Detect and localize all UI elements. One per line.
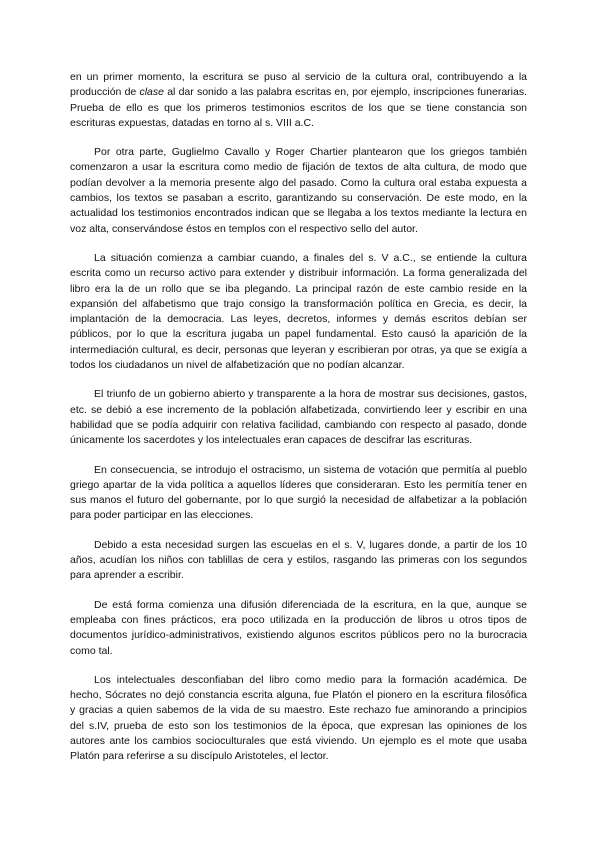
paragraph-4: El triunfo de un gobierno abierto y transparente a la hora de mostrar sus decisiones, gastos, etc. se debió a ese incremento de la población alfabetizada, convirtiendo leer y escribir en una habilidad que se podía adquirir con relativa facilidad, cambiando con respecto al pasado, donde únicamente los sacerdotes y los intelectuales eran capaces de descifrar las escrituras. xyxy=(70,388,527,447)
emphasized-word-clase: clase xyxy=(139,86,164,99)
paragraph-2: Por otra parte, Guglielmo Cavallo y Roger Chartier plantearon que los griegos también comenzaron a usar la escritura como medio de fijación de textos de alta cultura, de modo que podían devolver a la memoria presente algo del pasado. Como la cultura oral estaba expuesta a cambios, los textos se pasaban a escrito, garantizando su conservación. De este modo, en la actualidad los testimonios encontrados indican que se llegaba a los textos mediante la lectura en voz alta, conservándose éstos en templos con el respectivo sello del autor. xyxy=(70,146,527,235)
paragraph-1-text-start: en un primer momento, la escritura se puso al servicio de la cultura oral, contribuyendo a la producción de xyxy=(70,71,527,99)
paragraph-3: La situación comienza a cambiar cuando, a finales del s. V a.C., se entiende la cultura escrita como un recurso activo para extender y distribuir información. La forma generalizada del libro era la de un rollo que se iba plegando. La principal razón de este cambio reside en la expansión del alfabetismo que trajo consigo la transformación política en Grecia, es decir, la implantación de la democracia. Las leyes, decretos, informes y demás escritos debían ser públicos, por lo que la escritura jugaba un papel fundamental. Esto causó la aparición de la intermediación cultural, es decir, personas que leyeran y escribieran por otras, ya que se exigía a todos los ciudadanos un nivel de alfabetización que no podían alcanzar. xyxy=(70,251,527,372)
document-page xyxy=(70,70,527,765)
paragraph-1 xyxy=(70,70,527,131)
paragraph-7: De está forma comienza una difusión diferenciada de la escritura, en la que, aunque se empleaba con fines prácticos, era poco utilizada en la producción de libros u otros tipos de documentos jurídico-administrativos, existiendo algunos escritos públicos pero no la burocracia como tal. xyxy=(70,598,527,657)
paragraph-8: Los intelectuales desconfiaban del libro como medio para la formación académica. De hecho, Sócrates no dejó constancia escrita alguna, fue Platón el pionero en la escritura filosófica y gracias a quien sabemos de la vida de su maestro. Este rechazo fue aminorando a principios del s.IV, prueba de esto son los testimonios de la época, que expresan las opiniones de los autores ante los cambios socioculturales que está viviendo. Un ejemplo es el mote que usaba Platón para referirse a su discípulo Aristoteles, el lector. xyxy=(70,673,527,763)
paragraph-5: En consecuencia, se introdujo el ostracismo, un sistema de votación que permitía al pueblo griego apartar de la vida política a aquellos líderes que consideraran. Esto les permitía tener en sus manos el futuro del gobernante, por lo que surgió la necesidad de alfabetizar a la población para poder participar en las elecciones. xyxy=(70,463,527,522)
paragraph-6: Debido a esta necesidad surgen las escuelas en el s. V, lugares donde, a partir de los 10 años, acudían los niños con tablillas de cera y estilos, rasgando las primeras con los segundos para aprender a escribir. xyxy=(70,538,527,582)
paragraph-1-text-end: al dar sonido a las palabra escritas en, por ejemplo, inscripciones funerarias. Prueba de ello es que los primeros testimonios escritos de los que se tiene constancia son escrituras expuestas, datadas en torno al s. VIII a.C. xyxy=(70,86,527,129)
